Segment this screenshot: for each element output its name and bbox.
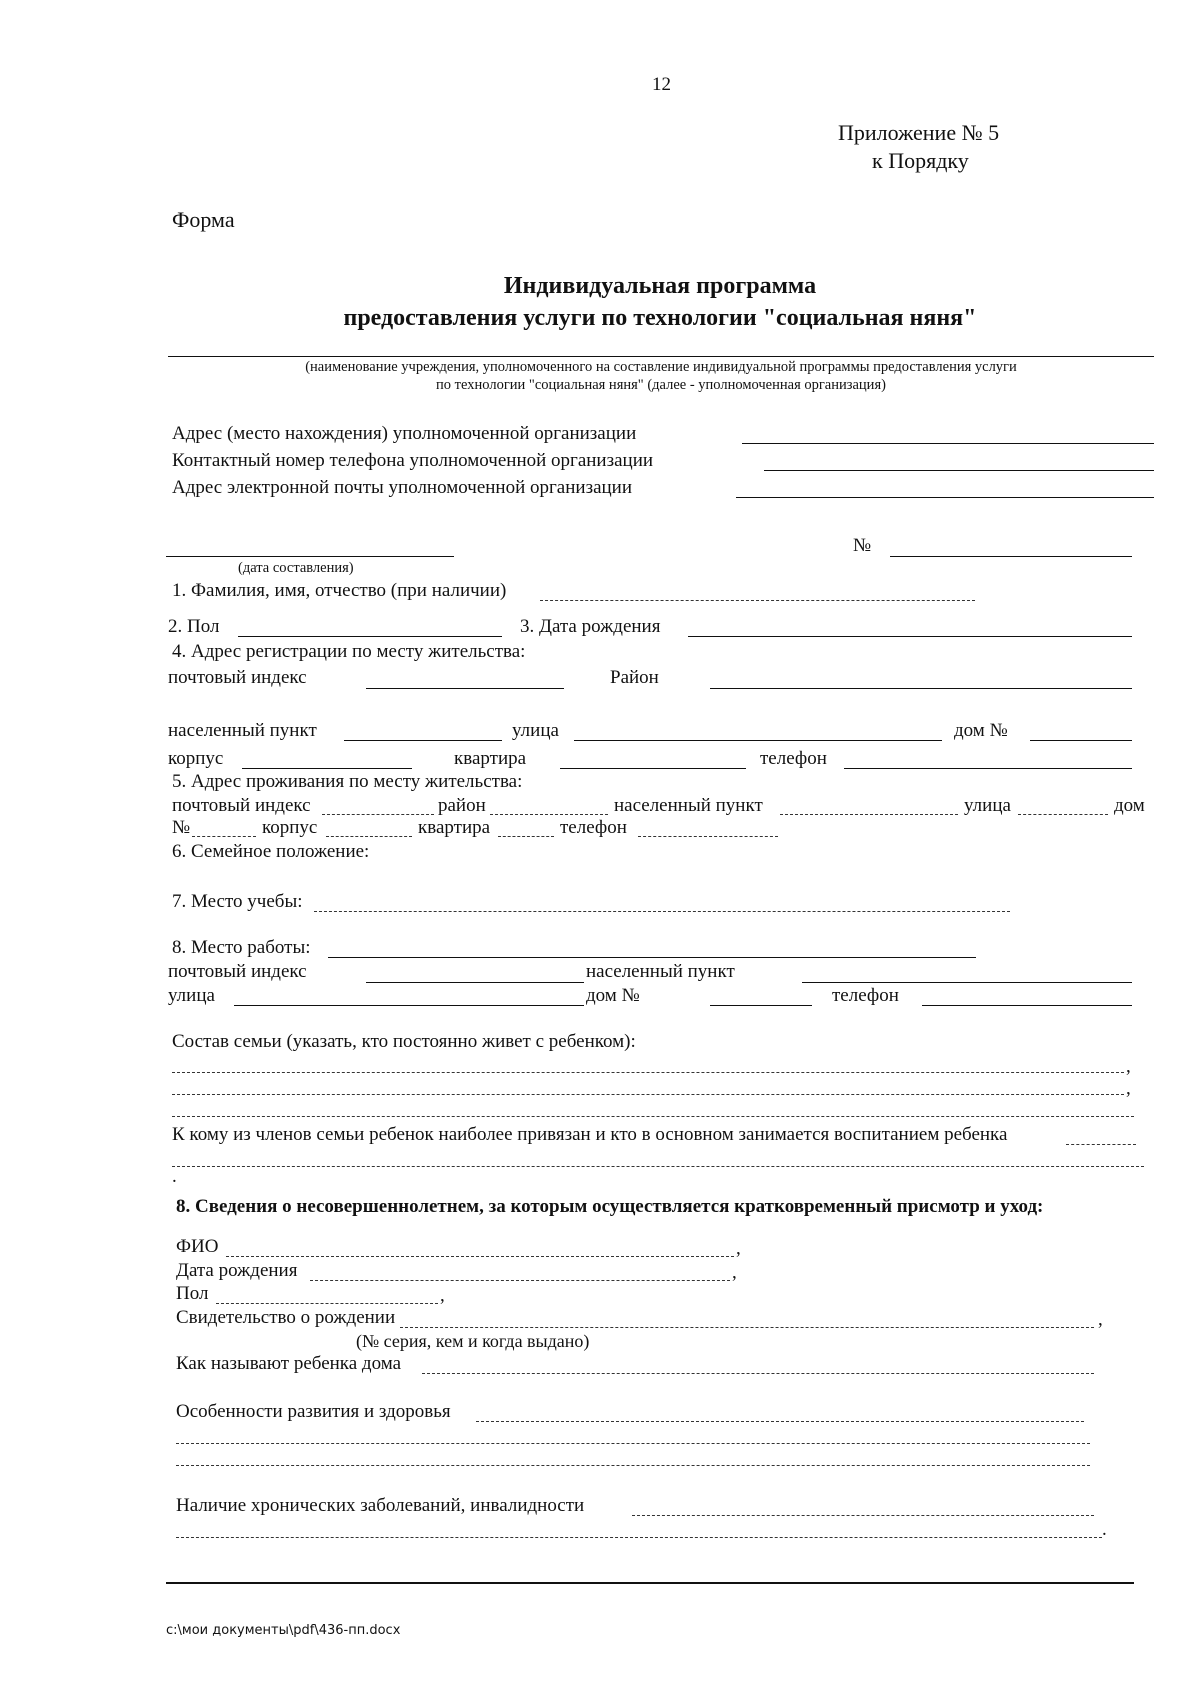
res-house-label: дом xyxy=(1114,795,1145,816)
reg-apartment-label: квартира xyxy=(454,748,527,769)
reg-house-label: дом № xyxy=(954,720,1008,741)
date-field[interactable] xyxy=(166,556,454,557)
res-settlement-field[interactable] xyxy=(780,814,958,815)
full-name-label: 1. Фамилия, имя, отчество (при наличии) xyxy=(172,580,507,601)
residence-address-title: 5. Адрес проживания по месту жительства: xyxy=(172,771,523,792)
minor-info-title: 8. Сведения о несовершеннолетнем, за которым осуществляется кратковременный присмотр и уход: xyxy=(176,1196,1044,1217)
minor-sex-comma: , xyxy=(440,1285,445,1306)
res-street-label: улица xyxy=(964,795,1011,816)
org-caption-line-2: по технологии "социальная няня" (далее - уполномоченная организация) xyxy=(436,377,886,393)
page-number: 12 xyxy=(652,74,671,95)
minor-cert-caption: (№ серия, кем и когда выдано) xyxy=(356,1331,590,1351)
work-house-label: дом № xyxy=(586,985,640,1006)
minor-cert-field[interactable] xyxy=(400,1327,1094,1328)
minor-health-line-2[interactable] xyxy=(176,1443,1090,1444)
appendix-line-1: Приложение № 5 xyxy=(838,120,1000,145)
family-line-1[interactable] xyxy=(172,1072,1124,1073)
reg-street-field[interactable] xyxy=(574,740,942,741)
reg-house-field[interactable] xyxy=(1030,740,1132,741)
org-email-field[interactable] xyxy=(736,497,1154,498)
study-place-field[interactable] xyxy=(314,911,1010,912)
full-name-field[interactable] xyxy=(540,600,975,601)
org-phone-label: Контактный номер телефона уполномоченной организации xyxy=(172,450,654,471)
footer-file-path: c:\мои документы\pdf\436-пп.docx xyxy=(166,1623,401,1638)
work-postal-field[interactable] xyxy=(366,982,584,983)
minor-fio-field[interactable] xyxy=(226,1256,734,1257)
marital-status-label: 6. Семейное положение: xyxy=(172,841,370,862)
minor-fio-comma: , xyxy=(736,1238,741,1259)
reg-district-field[interactable] xyxy=(710,688,1132,689)
minor-fio-label: ФИО xyxy=(176,1236,219,1257)
res-phone-label: телефон xyxy=(560,817,627,838)
org-address-label: Адрес (место нахождения) уполномоченной организации xyxy=(172,423,637,444)
family-line-2-comma: , xyxy=(1126,1078,1131,1099)
family-line-2[interactable] xyxy=(172,1094,1124,1095)
org-phone-field[interactable] xyxy=(764,470,1154,471)
minor-home-name-label: Как называют ребенка дома xyxy=(176,1353,402,1374)
res-building-label: корпус xyxy=(262,817,318,838)
birth-date-field[interactable] xyxy=(688,636,1132,637)
reg-settlement-field[interactable] xyxy=(344,740,502,741)
minor-chronic-line-2[interactable] xyxy=(176,1537,1102,1538)
attachment-line-2[interactable] xyxy=(172,1166,1144,1167)
reg-building-field[interactable] xyxy=(242,768,412,769)
minor-health-line-3[interactable] xyxy=(176,1465,1090,1466)
res-number-sign: № xyxy=(172,817,191,838)
res-settlement-label: населенный пункт xyxy=(614,795,763,816)
form-label: Форма xyxy=(172,207,235,232)
work-settlement-field[interactable] xyxy=(802,982,1132,983)
date-caption: (дата составления) xyxy=(238,560,354,576)
minor-chronic-period: . xyxy=(1102,1519,1107,1540)
reg-postal-field[interactable] xyxy=(366,688,564,689)
work-postal-label: почтовый индекс xyxy=(168,961,307,982)
work-settlement-label: населенный пункт xyxy=(586,961,735,982)
org-caption-line-1: (наименование учреждения, уполномоченного на составление индивидуальной программы предоставления услуги xyxy=(305,359,1017,375)
document-title-line-1: Индивидуальная программа xyxy=(503,273,817,299)
work-place-label: 8. Место работы: xyxy=(172,937,311,958)
minor-dob-comma: , xyxy=(732,1262,737,1283)
appendix-line-2: к Порядку xyxy=(872,148,969,173)
minor-sex-field[interactable] xyxy=(216,1303,438,1304)
res-building-field[interactable] xyxy=(326,836,412,837)
work-street-label: улица xyxy=(168,985,215,1006)
org-email-label: Адрес электронной почты уполномоченной организации xyxy=(172,477,633,498)
work-street-field[interactable] xyxy=(234,1005,584,1006)
number-field[interactable] xyxy=(890,556,1132,557)
reg-district-label: Район xyxy=(610,667,659,688)
res-apartment-label: квартира xyxy=(418,817,491,838)
document-title-line-2: предоставления услуги по технологии "социальная няня" xyxy=(343,305,977,331)
res-phone-field[interactable] xyxy=(638,836,778,837)
registration-address-title: 4. Адрес регистрации по месту жительства: xyxy=(172,641,526,662)
minor-home-name-field[interactable] xyxy=(422,1373,1094,1374)
minor-sex-label: Пол xyxy=(176,1283,209,1304)
sex-field[interactable] xyxy=(238,636,502,637)
reg-street-label: улица xyxy=(512,720,559,741)
footer-divider xyxy=(166,1582,1134,1584)
minor-dob-field[interactable] xyxy=(310,1280,730,1281)
res-postal-label: почтовый индекс xyxy=(172,795,311,816)
minor-chronic-field[interactable] xyxy=(632,1515,1094,1516)
res-house-field[interactable] xyxy=(192,836,256,837)
birth-date-label: 3. Дата рождения xyxy=(520,616,661,637)
reg-settlement-label: населенный пункт xyxy=(168,720,317,741)
reg-phone-field[interactable] xyxy=(844,768,1132,769)
minor-dob-label: Дата рождения xyxy=(176,1260,298,1281)
reg-phone-label: телефон xyxy=(760,748,827,769)
res-street-field[interactable] xyxy=(1018,814,1108,815)
attachment-period: . xyxy=(172,1166,177,1187)
res-district-field[interactable] xyxy=(490,814,608,815)
minor-health-field[interactable] xyxy=(476,1421,1084,1422)
sex-label: 2. Пол xyxy=(168,616,220,637)
family-composition-label: Состав семьи (указать, кто постоянно живет с ребенком): xyxy=(172,1031,636,1052)
org-name-line[interactable] xyxy=(168,356,1154,357)
reg-apartment-field[interactable] xyxy=(560,768,746,769)
res-district-label: район xyxy=(438,795,486,816)
minor-health-label: Особенности развития и здоровья xyxy=(176,1401,451,1422)
minor-cert-label: Свидетельство о рождении xyxy=(176,1307,396,1328)
res-postal-field[interactable] xyxy=(322,814,434,815)
minor-chronic-label: Наличие хронических заболеваний, инвалидности xyxy=(176,1495,585,1516)
work-house-field[interactable] xyxy=(710,1005,812,1006)
study-place-label: 7. Место учебы: xyxy=(172,891,303,912)
res-apartment-field[interactable] xyxy=(498,836,554,837)
work-phone-field[interactable] xyxy=(922,1005,1132,1006)
org-address-field[interactable] xyxy=(742,443,1154,444)
family-line-3[interactable] xyxy=(172,1116,1134,1117)
minor-cert-comma: , xyxy=(1098,1309,1103,1330)
reg-postal-label: почтовый индекс xyxy=(168,667,307,688)
work-place-field[interactable] xyxy=(328,957,976,958)
number-sign: № xyxy=(853,535,872,556)
attachment-label: К кому из членов семьи ребенок наиболее привязан и кто в основном занимается воспитанием ребенка xyxy=(172,1124,1008,1145)
attachment-field-end[interactable] xyxy=(1066,1144,1136,1145)
reg-building-label: корпус xyxy=(168,748,224,769)
family-line-1-comma: , xyxy=(1126,1056,1131,1077)
work-phone-label: телефон xyxy=(832,985,899,1006)
